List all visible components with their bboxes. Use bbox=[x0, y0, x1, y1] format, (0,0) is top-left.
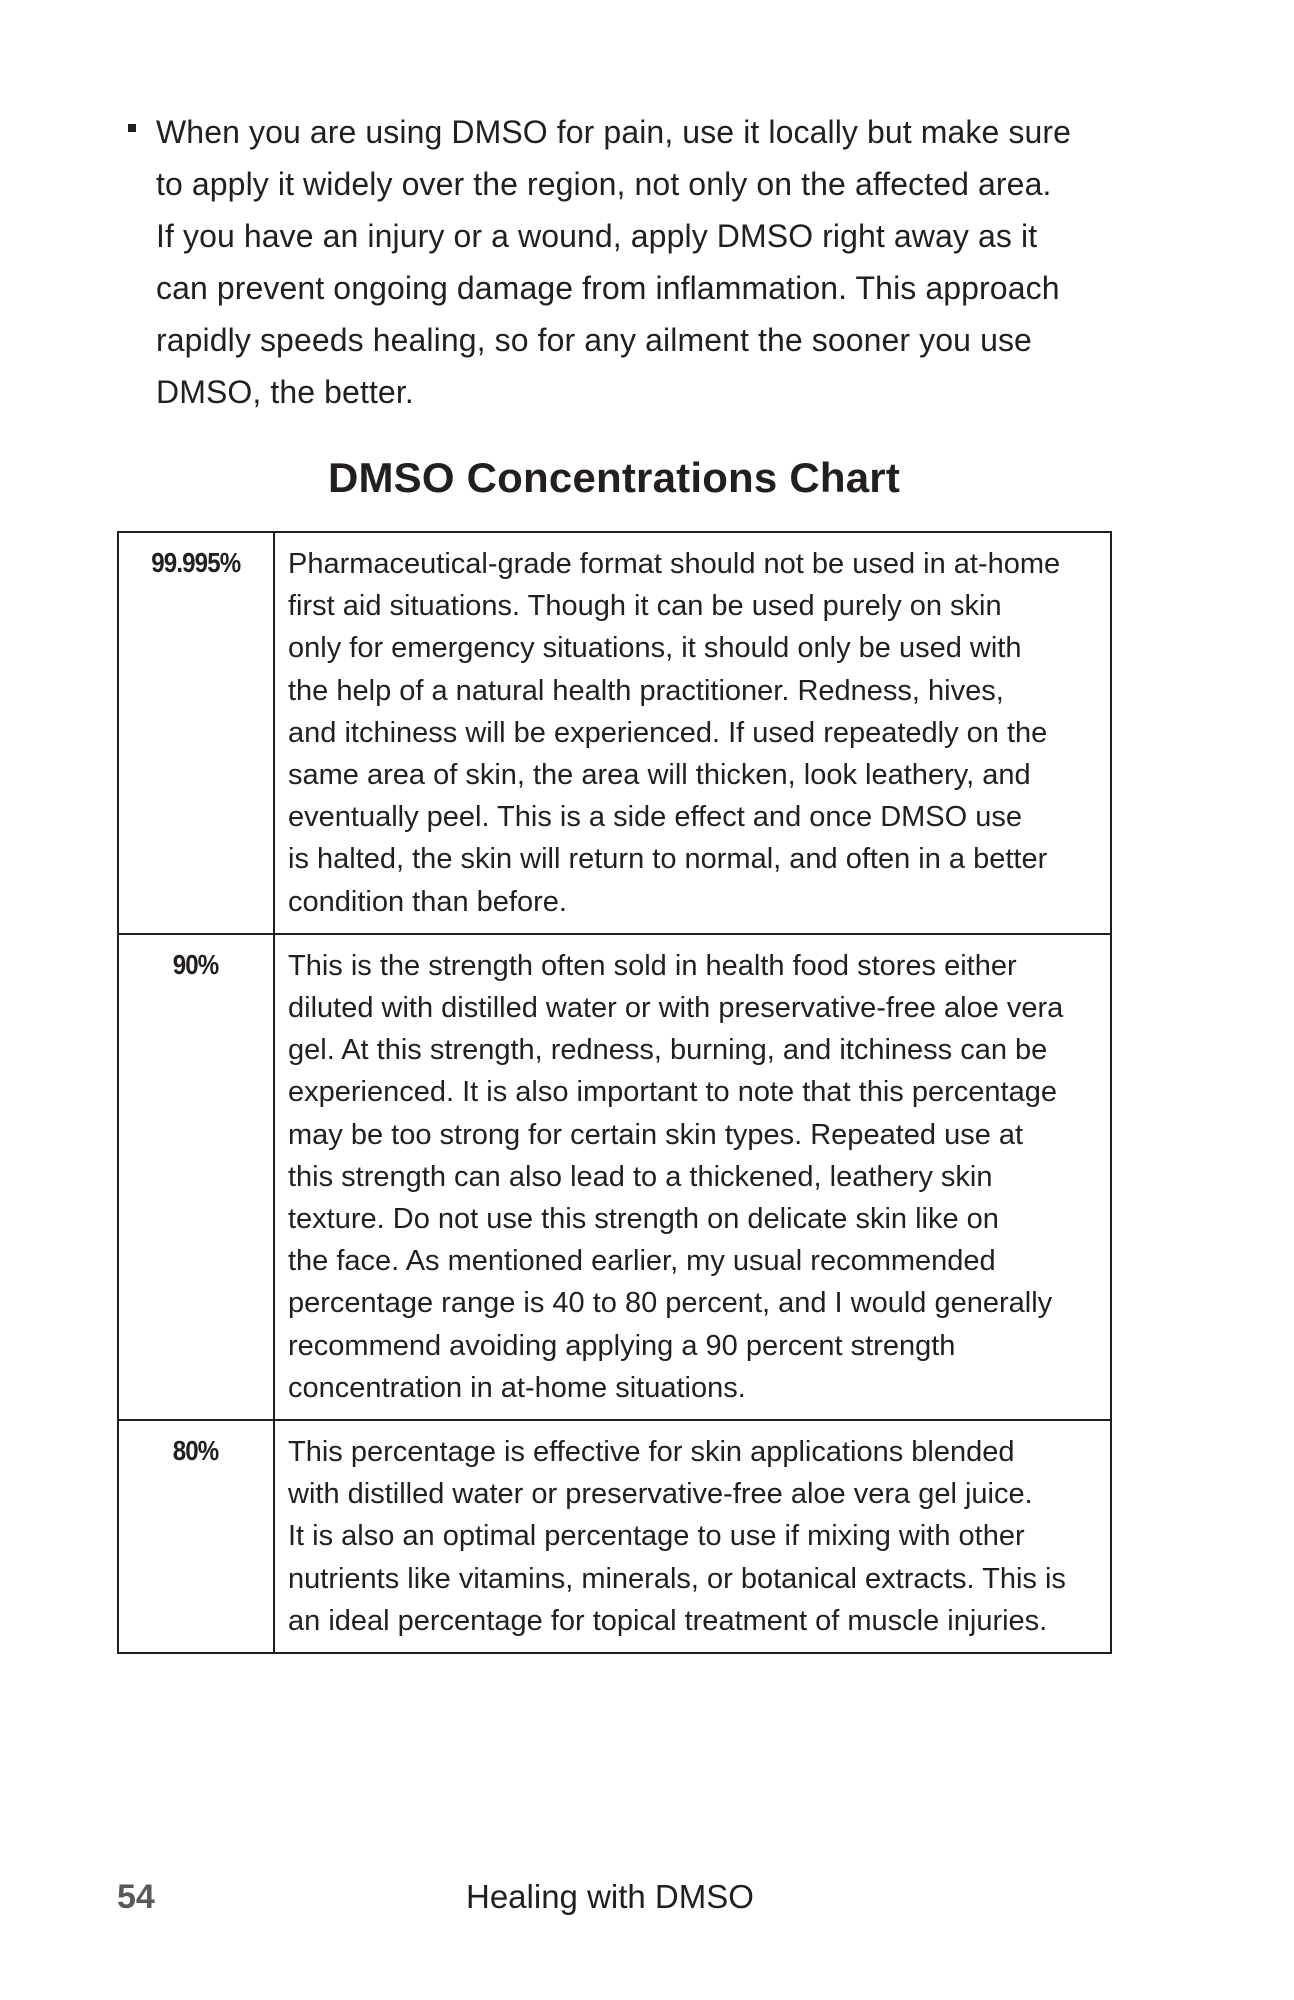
description-line: This percentage is effective for skin applications blended bbox=[288, 1436, 1015, 1469]
description-cell bbox=[274, 934, 1111, 1420]
percent-cell bbox=[118, 1420, 274, 1653]
table-row bbox=[118, 1420, 1111, 1653]
bullet-line: can prevent ongoing damage from inflammation. This approach bbox=[156, 270, 1060, 306]
description-line: recommend avoiding applying a 90 percent strength bbox=[288, 1329, 956, 1362]
percent-value: 90% bbox=[173, 948, 219, 980]
description-line: the face. As mentioned earlier, my usual recommended bbox=[288, 1245, 996, 1278]
description-line: same area of skin, the area will thicken, look leathery, and bbox=[288, 759, 1031, 792]
description-line: concentration in at-home situations. bbox=[288, 1371, 746, 1404]
concentrations-table bbox=[117, 531, 1112, 1654]
description-line: It is also an optimal percentage to use if mixing with other bbox=[288, 1520, 1025, 1553]
description-cell bbox=[274, 1420, 1111, 1653]
percent-value: 99.995% bbox=[151, 547, 241, 578]
description-line: is halted, the skin will return to normal, and often in a better bbox=[288, 843, 1048, 876]
percent-cell bbox=[118, 934, 274, 1420]
bullet-marker bbox=[128, 124, 136, 132]
bullet-line: rapidly speeds healing, so for any ailment the sooner you use bbox=[156, 322, 1032, 358]
description-line: and itchiness will be experienced. If used repeatedly on the bbox=[288, 716, 1048, 749]
bullet-line: When you are using DMSO for pain, use it locally but make sure bbox=[156, 114, 1072, 150]
description-line: texture. Do not use this strength on delicate skin like on bbox=[288, 1203, 999, 1236]
chart-title: DMSO Concentrations Chart bbox=[327, 454, 901, 501]
description-line: eventually peel. This is a side effect and once DMSO use bbox=[288, 801, 1023, 834]
description-line: This is the strength often sold in health food stores either bbox=[288, 949, 1017, 982]
description-line: this strength can also lead to a thickened, leathery skin bbox=[288, 1160, 993, 1193]
description-line: only for emergency situations, it should only be used with bbox=[288, 632, 1022, 665]
table-row bbox=[118, 934, 1111, 1420]
percent-cell bbox=[118, 532, 274, 934]
description-line: Pharmaceutical-grade format should not be used in at-home bbox=[288, 548, 1061, 580]
description-line: diluted with distilled water or with preservative-free aloe vera bbox=[288, 992, 1064, 1025]
description-line: may be too strong for certain skin types. Repeated use at bbox=[288, 1118, 1024, 1151]
description-line: first aid situations. Though it can be used purely on skin bbox=[288, 590, 1002, 623]
description-line: gel. At this strength, redness, burning, and itchiness can be bbox=[288, 1034, 1048, 1067]
description-line: the help of a natural health practitioner. Redness, hives, bbox=[288, 674, 1004, 707]
bullet-line: If you have an injury or a wound, apply DMSO right away as it bbox=[156, 218, 1038, 254]
description-line: percentage range is 40 to 80 percent, and I would generally bbox=[288, 1287, 1053, 1320]
description-cell bbox=[274, 532, 1111, 934]
bullet-line: to apply it widely over the region, not only on the affected area. bbox=[156, 166, 1052, 202]
description-line: condition than before. bbox=[288, 885, 567, 918]
bullet-paragraph bbox=[156, 106, 1106, 418]
description-line: experienced. It is also important to note that this percentage bbox=[288, 1076, 1057, 1109]
description-line: an ideal percentage for topical treatment of muscle injuries. bbox=[288, 1604, 1048, 1637]
page-number: 54 bbox=[117, 1878, 155, 1916]
percent-value: 80% bbox=[173, 1435, 219, 1467]
description-line: with distilled water or preservative-free aloe vera gel juice. bbox=[288, 1478, 1033, 1511]
bullet-line: DMSO, the better. bbox=[156, 374, 414, 410]
bullet-item bbox=[118, 106, 1118, 418]
running-head: Healing with DMSO bbox=[466, 1878, 754, 1915]
table-row bbox=[118, 532, 1111, 934]
description-line: nutrients like vitamins, minerals, or botanical extracts. This is bbox=[288, 1562, 1066, 1595]
